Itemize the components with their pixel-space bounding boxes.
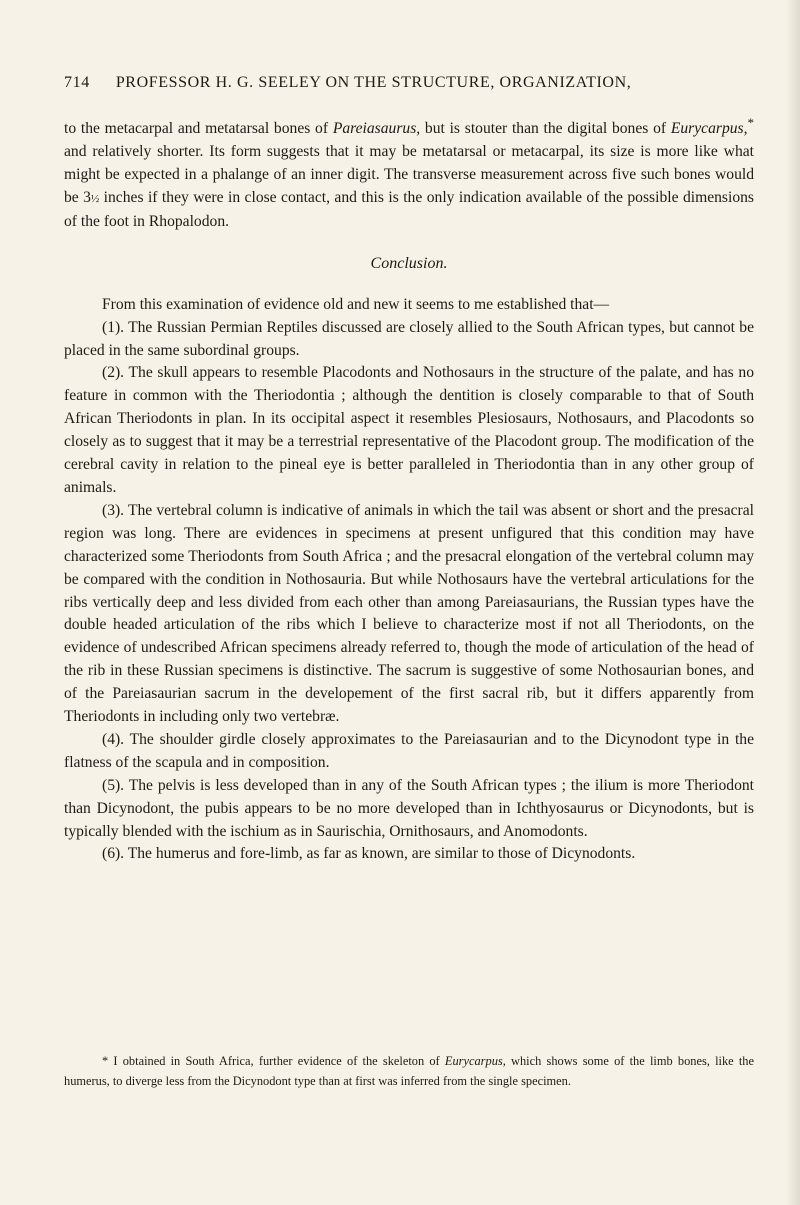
footnote-ref[interactable]: * [747, 115, 755, 130]
section-heading: Conclusion. [370, 254, 448, 272]
footnote-text-2: which shows some of the limb bones, like the humerus, to diverge less from the Dicynodont type than at first was inferred from the single specimen. [64, 1054, 755, 1088]
intro-text-1: to the metacarpal and metatarsal bones of [64, 120, 333, 138]
page-number: 714 [64, 74, 90, 91]
intro-text-2: but is stouter than the digital bones of [420, 120, 671, 138]
running-head [64, 74, 754, 92]
body-text [64, 112, 754, 866]
conclusion-point-5: (5). The pelvis is less developed than in any of the South African types ; the ilium is more Theriodont than Dicynodont, the pubis appears to be no more developed than in Ichthyosaurus or Dicynodonts, but is typically blended with the ischium as in Saurischia, Ornithosaurs, and Anomodonts. [64, 776, 754, 840]
footnote-taxon: Eurycarpus, [444, 1054, 506, 1068]
footnote-marker: * [102, 1054, 109, 1068]
footnote [64, 1052, 754, 1091]
intro-text-3: and relatively shorter. Its form suggests that it may be metatarsal or metacarpal, its size is more like what might be expected in a phalange of an inner digit. The transverse measurement across five such bones would be 3 [64, 143, 754, 206]
conclusion-lead: From this examination of evidence old and new it seems to me established that— [102, 295, 610, 313]
fraction: ½ [90, 192, 100, 205]
intro-paragraph [64, 112, 754, 234]
footnotes [64, 1052, 754, 1091]
conclusion-point-2: (2). The skull appears to resemble Placodonts and Nothosaurs in the structure of the palate, and has no feature in common with the Theriodontia ; although the dentition is closely comparable to that of South African Theriodonts in plan. In its occipital aspect it resembles Plesiosaurs, Nothosaurs, and Placodonts so closely as to suggest that it may be a terrestrial representative of the Placodont group. The modification of the cerebral cavity in relation to the pineal eye is better paralleled in Theriodontia than in any other group of animals. [64, 364, 754, 496]
page-edge-shadow [786, 0, 800, 1205]
conclusion-point-3: (3). The vertebral column is indicative of animals in which the tail was absent or short and the presacral region was long. There are evidences in specimens at present unfigured that this condition may have characterized some Theriodonts from South Africa ; and the presacral elongation of the vertebral column may be compared with the condition in Nothosauria. But while Nothosaurs have the vertebral articulations for the ribs vertically deep and less divided from each other than among Pareiasaurians, the Russian types have the double headed articulation of the ribs which I believe to characterize most if not all Theriodonts, on the evidence of undescribed African specimens already referred to, though the mode of articulation of the head of the rib in these Russian specimens is distinctive. The sacrum is suggestive of some Nothosaurian bones, and of the Pareiasaurian sacrum in the developement of the first sacral rib, but it differs apparently from Theriodonts in including only two vertebræ. [64, 501, 754, 726]
conclusion-point-4: (4). The shoulder girdle closely approximates to the Pareiasaurian and to the Dicynodont type in the flatness of the scapula and in composition. [64, 730, 754, 771]
taxon-eurycarpus: Eurycarpus, [670, 120, 748, 138]
running-title: PROFESSOR H. G. SEELEY ON THE STRUCTURE, ORGANIZATION, [115, 74, 632, 91]
footnote-text-1: I obtained in South Africa, further evidence of the skeleton of [108, 1054, 445, 1068]
conclusion-point-1: (1). The Russian Permian Reptiles discussed are closely allied to the South African types, but cannot be placed in the same subordinal groups. [64, 318, 754, 359]
taxon-pareiasaurus: Pareiasaurus, [332, 120, 421, 138]
conclusion-point-6: (6). The humerus and fore-limb, as far as known, are similar to those of Dicynodonts. [102, 845, 636, 863]
intro-text-4: inches if they were in close contact, and this is the only indication available of the possible dimensions of the foot in Rhopalodon. [64, 188, 754, 230]
